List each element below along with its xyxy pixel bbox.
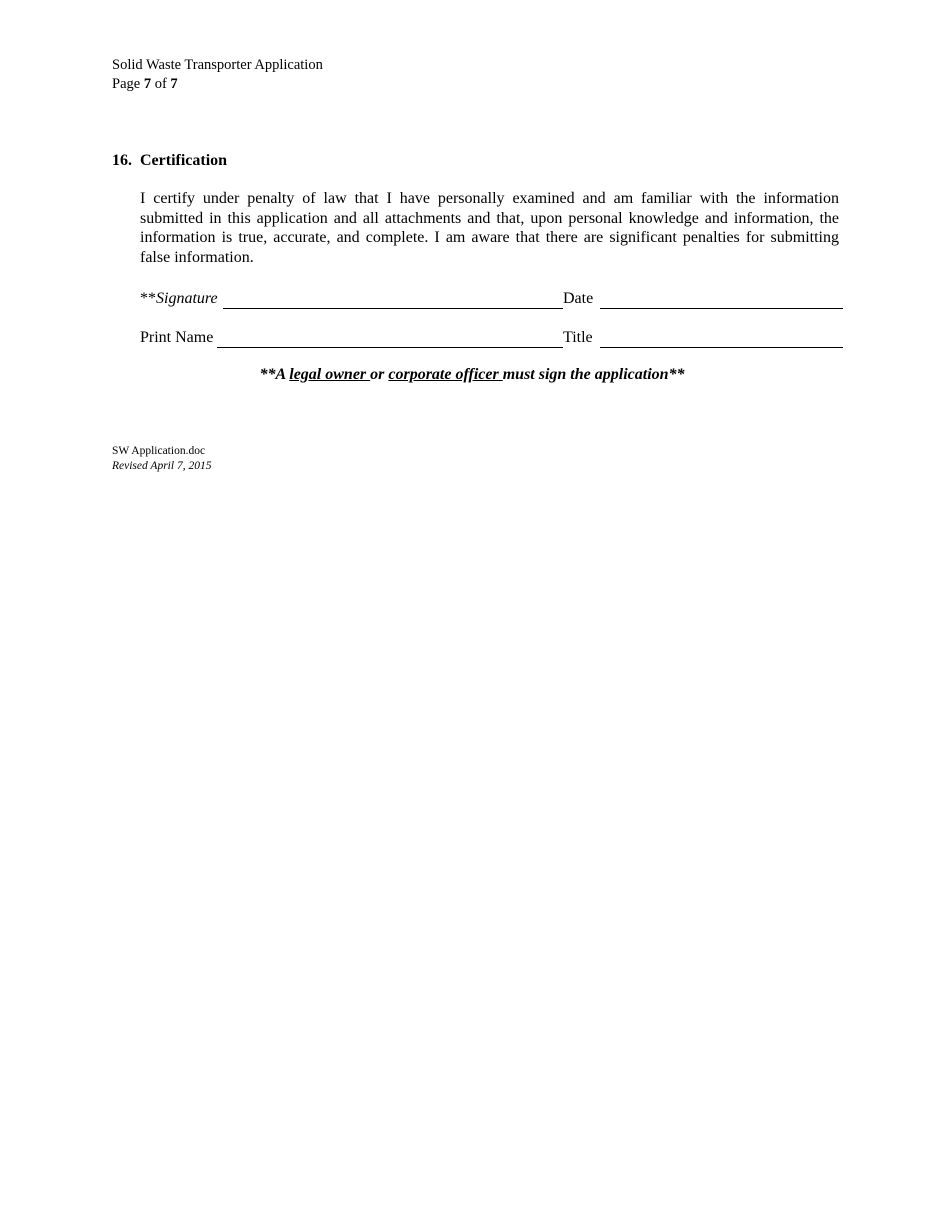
footer-revised: Revised April 7, 2015 xyxy=(112,459,212,472)
signature-prefix: ** xyxy=(140,290,156,307)
certification-statement: I certify under penalty of law that I have personally examined and am familiar with the information submitted in this application and all attachments and that, upon personal knowledge and information, the information is true, accurate, and complete. I am aware that there are significant penalties for submitting false information. xyxy=(140,190,839,267)
signature-field[interactable] xyxy=(223,308,563,309)
print-name-row xyxy=(140,326,843,348)
print-name-label: Print Name xyxy=(140,329,214,346)
print-name-field[interactable] xyxy=(217,347,563,348)
page-header xyxy=(112,56,323,94)
page-total: 7 xyxy=(170,76,178,92)
page-of: of xyxy=(151,76,171,92)
notice-corporate-officer: corporate officer xyxy=(388,366,503,383)
signature-row xyxy=(140,287,843,309)
date-field[interactable] xyxy=(600,308,843,309)
notice-suffix: must sign the application** xyxy=(502,366,685,383)
section-number: 16. xyxy=(112,152,132,169)
section-heading xyxy=(112,151,227,171)
page-current: 7 xyxy=(143,76,152,92)
footer-filename: SW Application.doc xyxy=(112,445,206,457)
notice-or: or xyxy=(370,366,389,383)
notice-prefix: **A xyxy=(259,366,290,383)
signing-notice xyxy=(140,366,804,384)
document-title: Solid Waste Transporter Application xyxy=(112,57,323,73)
signature-label xyxy=(140,290,218,308)
signature-label-text: Signature xyxy=(156,290,218,307)
title-field[interactable] xyxy=(600,347,843,348)
section-title: Certification xyxy=(140,152,228,169)
page-prefix: Page xyxy=(112,76,144,92)
title-label: Title xyxy=(563,329,593,346)
notice-legal-owner: legal owner xyxy=(289,366,371,383)
date-label: Date xyxy=(563,290,594,307)
page-number xyxy=(112,75,323,94)
page-footer xyxy=(112,444,211,473)
